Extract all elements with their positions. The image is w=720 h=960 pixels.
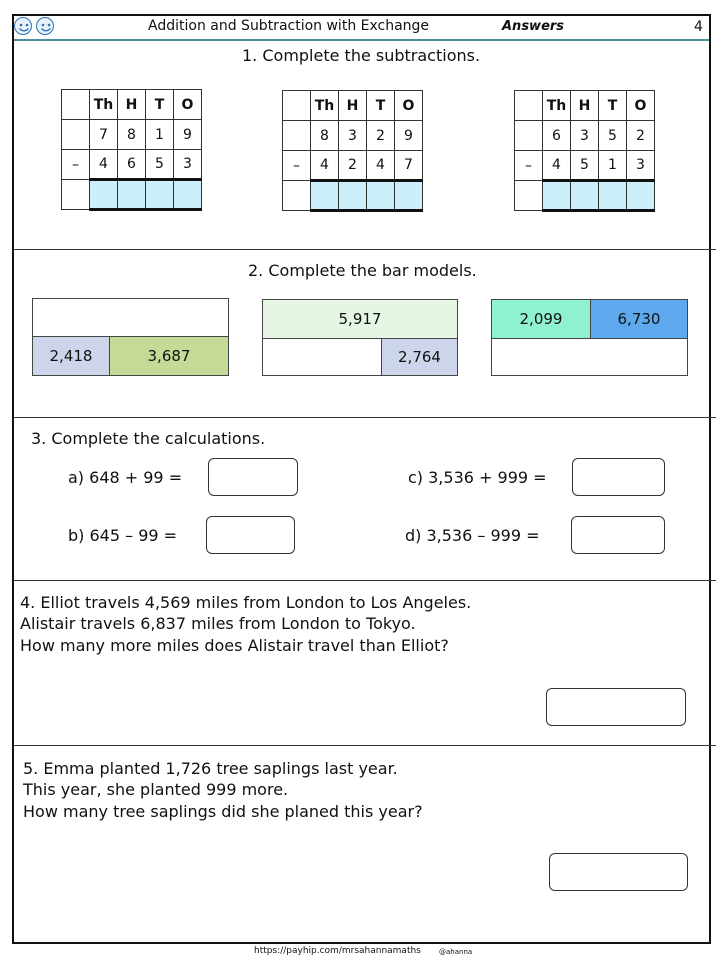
subtraction-grid-3 — [514, 90, 655, 212]
answer-cell[interactable] — [146, 180, 174, 210]
digit: 2 — [339, 151, 367, 181]
digit: 6 — [543, 121, 571, 151]
digit: 2 — [627, 121, 655, 151]
header-hundreds: H — [118, 90, 146, 120]
bar-whole: 5,917 — [262, 299, 458, 339]
header-ones: O — [627, 91, 655, 121]
digit: 7 — [90, 120, 118, 150]
answer-box-q5[interactable] — [549, 853, 688, 891]
section-divider — [14, 417, 716, 418]
digit: 5 — [146, 150, 174, 180]
digit: 9 — [174, 120, 202, 150]
digit: 7 — [395, 151, 423, 181]
bar-part-blank[interactable] — [262, 338, 382, 376]
bar-model-1 — [32, 298, 229, 376]
calc-b: b) 645 – 99 = — [68, 526, 178, 545]
minus-sign: – — [515, 151, 543, 181]
answer-cell[interactable] — [90, 180, 118, 210]
answer-cell[interactable] — [367, 181, 395, 211]
answer-cell[interactable] — [543, 181, 571, 211]
footer-url[interactable]: https://payhip.com/mrsahannamaths — [254, 946, 421, 956]
calc-c: c) 3,536 + 999 = — [408, 468, 547, 487]
digit: 3 — [174, 150, 202, 180]
header-thousands: Th — [90, 90, 118, 120]
subtraction-grid-2 — [282, 90, 423, 212]
header-thousands: Th — [543, 91, 571, 121]
answer-cell[interactable] — [118, 180, 146, 210]
header-thousands: Th — [311, 91, 339, 121]
page-number: 4 — [694, 19, 703, 35]
answer-cell[interactable] — [627, 181, 655, 211]
bar-part: 3,687 — [109, 336, 229, 376]
answer-box-a[interactable] — [208, 458, 298, 496]
q4-line: 4. Elliot travels 4,569 miles from London to Los Angeles. — [20, 593, 472, 612]
answer-box-c[interactable] — [572, 458, 665, 496]
q5-line: How many tree saplings did she planed this year? — [23, 802, 423, 821]
bar-part: 6,730 — [590, 299, 688, 339]
header-ones: O — [395, 91, 423, 121]
digit: 4 — [90, 150, 118, 180]
header-ones: O — [174, 90, 202, 120]
digit: 4 — [543, 151, 571, 181]
bar-model-3 — [491, 299, 688, 376]
calc-d: d) 3,536 – 999 = — [405, 526, 540, 545]
answer-cell[interactable] — [395, 181, 423, 211]
answer-box-b[interactable] — [206, 516, 295, 554]
header-tens: T — [367, 91, 395, 121]
q5-line: This year, she planted 999 more. — [23, 780, 289, 799]
digit: 4 — [311, 151, 339, 181]
answer-box-q4[interactable] — [546, 688, 686, 726]
bar-whole-blank[interactable] — [491, 338, 688, 376]
section-divider — [14, 745, 716, 746]
header-tens: T — [146, 90, 174, 120]
header-hundreds: H — [339, 91, 367, 121]
smiley-face-icon — [14, 17, 32, 35]
digit: 5 — [599, 121, 627, 151]
q4-line: How many more miles does Alistair travel than Elliot? — [20, 636, 449, 655]
answer-cell[interactable] — [311, 181, 339, 211]
digit: 8 — [118, 120, 146, 150]
section-divider — [14, 249, 716, 250]
digit: 5 — [571, 151, 599, 181]
digit: 3 — [339, 121, 367, 151]
q5-line: 5. Emma planted 1,726 tree saplings last year. — [23, 759, 398, 778]
q2-title: 2. Complete the bar models. — [248, 261, 477, 280]
bar-part: 2,418 — [32, 336, 110, 376]
q3-title: 3. Complete the calculations. — [31, 429, 266, 448]
worksheet-header — [14, 16, 709, 41]
answer-box-d[interactable] — [571, 516, 665, 554]
answer-cell[interactable] — [571, 181, 599, 211]
calc-a: a) 648 + 99 = — [68, 468, 183, 487]
answer-cell[interactable] — [339, 181, 367, 211]
bar-model-2 — [262, 299, 458, 376]
worksheet-title: Addition and Subtraction with Exchange — [148, 18, 430, 34]
smiley-face-icon — [36, 17, 54, 35]
digit: 3 — [571, 121, 599, 151]
subtraction-grid-1 — [61, 89, 202, 211]
q4-line: Alistair travels 6,837 miles from London to Tokyo. — [20, 614, 416, 633]
bar-whole-blank[interactable] — [32, 298, 229, 337]
bar-part: 2,099 — [491, 299, 591, 339]
section-divider — [14, 580, 716, 581]
answer-cell[interactable] — [599, 181, 627, 211]
answer-cell[interactable] — [174, 180, 202, 210]
header-hundreds: H — [571, 91, 599, 121]
digit: 1 — [599, 151, 627, 181]
header-tens: T — [599, 91, 627, 121]
q1-title: 1. Complete the subtractions. — [242, 46, 481, 65]
digit: 3 — [627, 151, 655, 181]
minus-sign: – — [62, 150, 90, 180]
digit: 6 — [118, 150, 146, 180]
footer-handle: @ahanna — [439, 948, 473, 956]
digit: 1 — [146, 120, 174, 150]
bar-part: 2,764 — [381, 338, 458, 376]
digit: 8 — [311, 121, 339, 151]
digit: 2 — [367, 121, 395, 151]
digit: 4 — [367, 151, 395, 181]
minus-sign: – — [283, 151, 311, 181]
answers-label: Answers — [502, 19, 565, 34]
digit: 9 — [395, 121, 423, 151]
